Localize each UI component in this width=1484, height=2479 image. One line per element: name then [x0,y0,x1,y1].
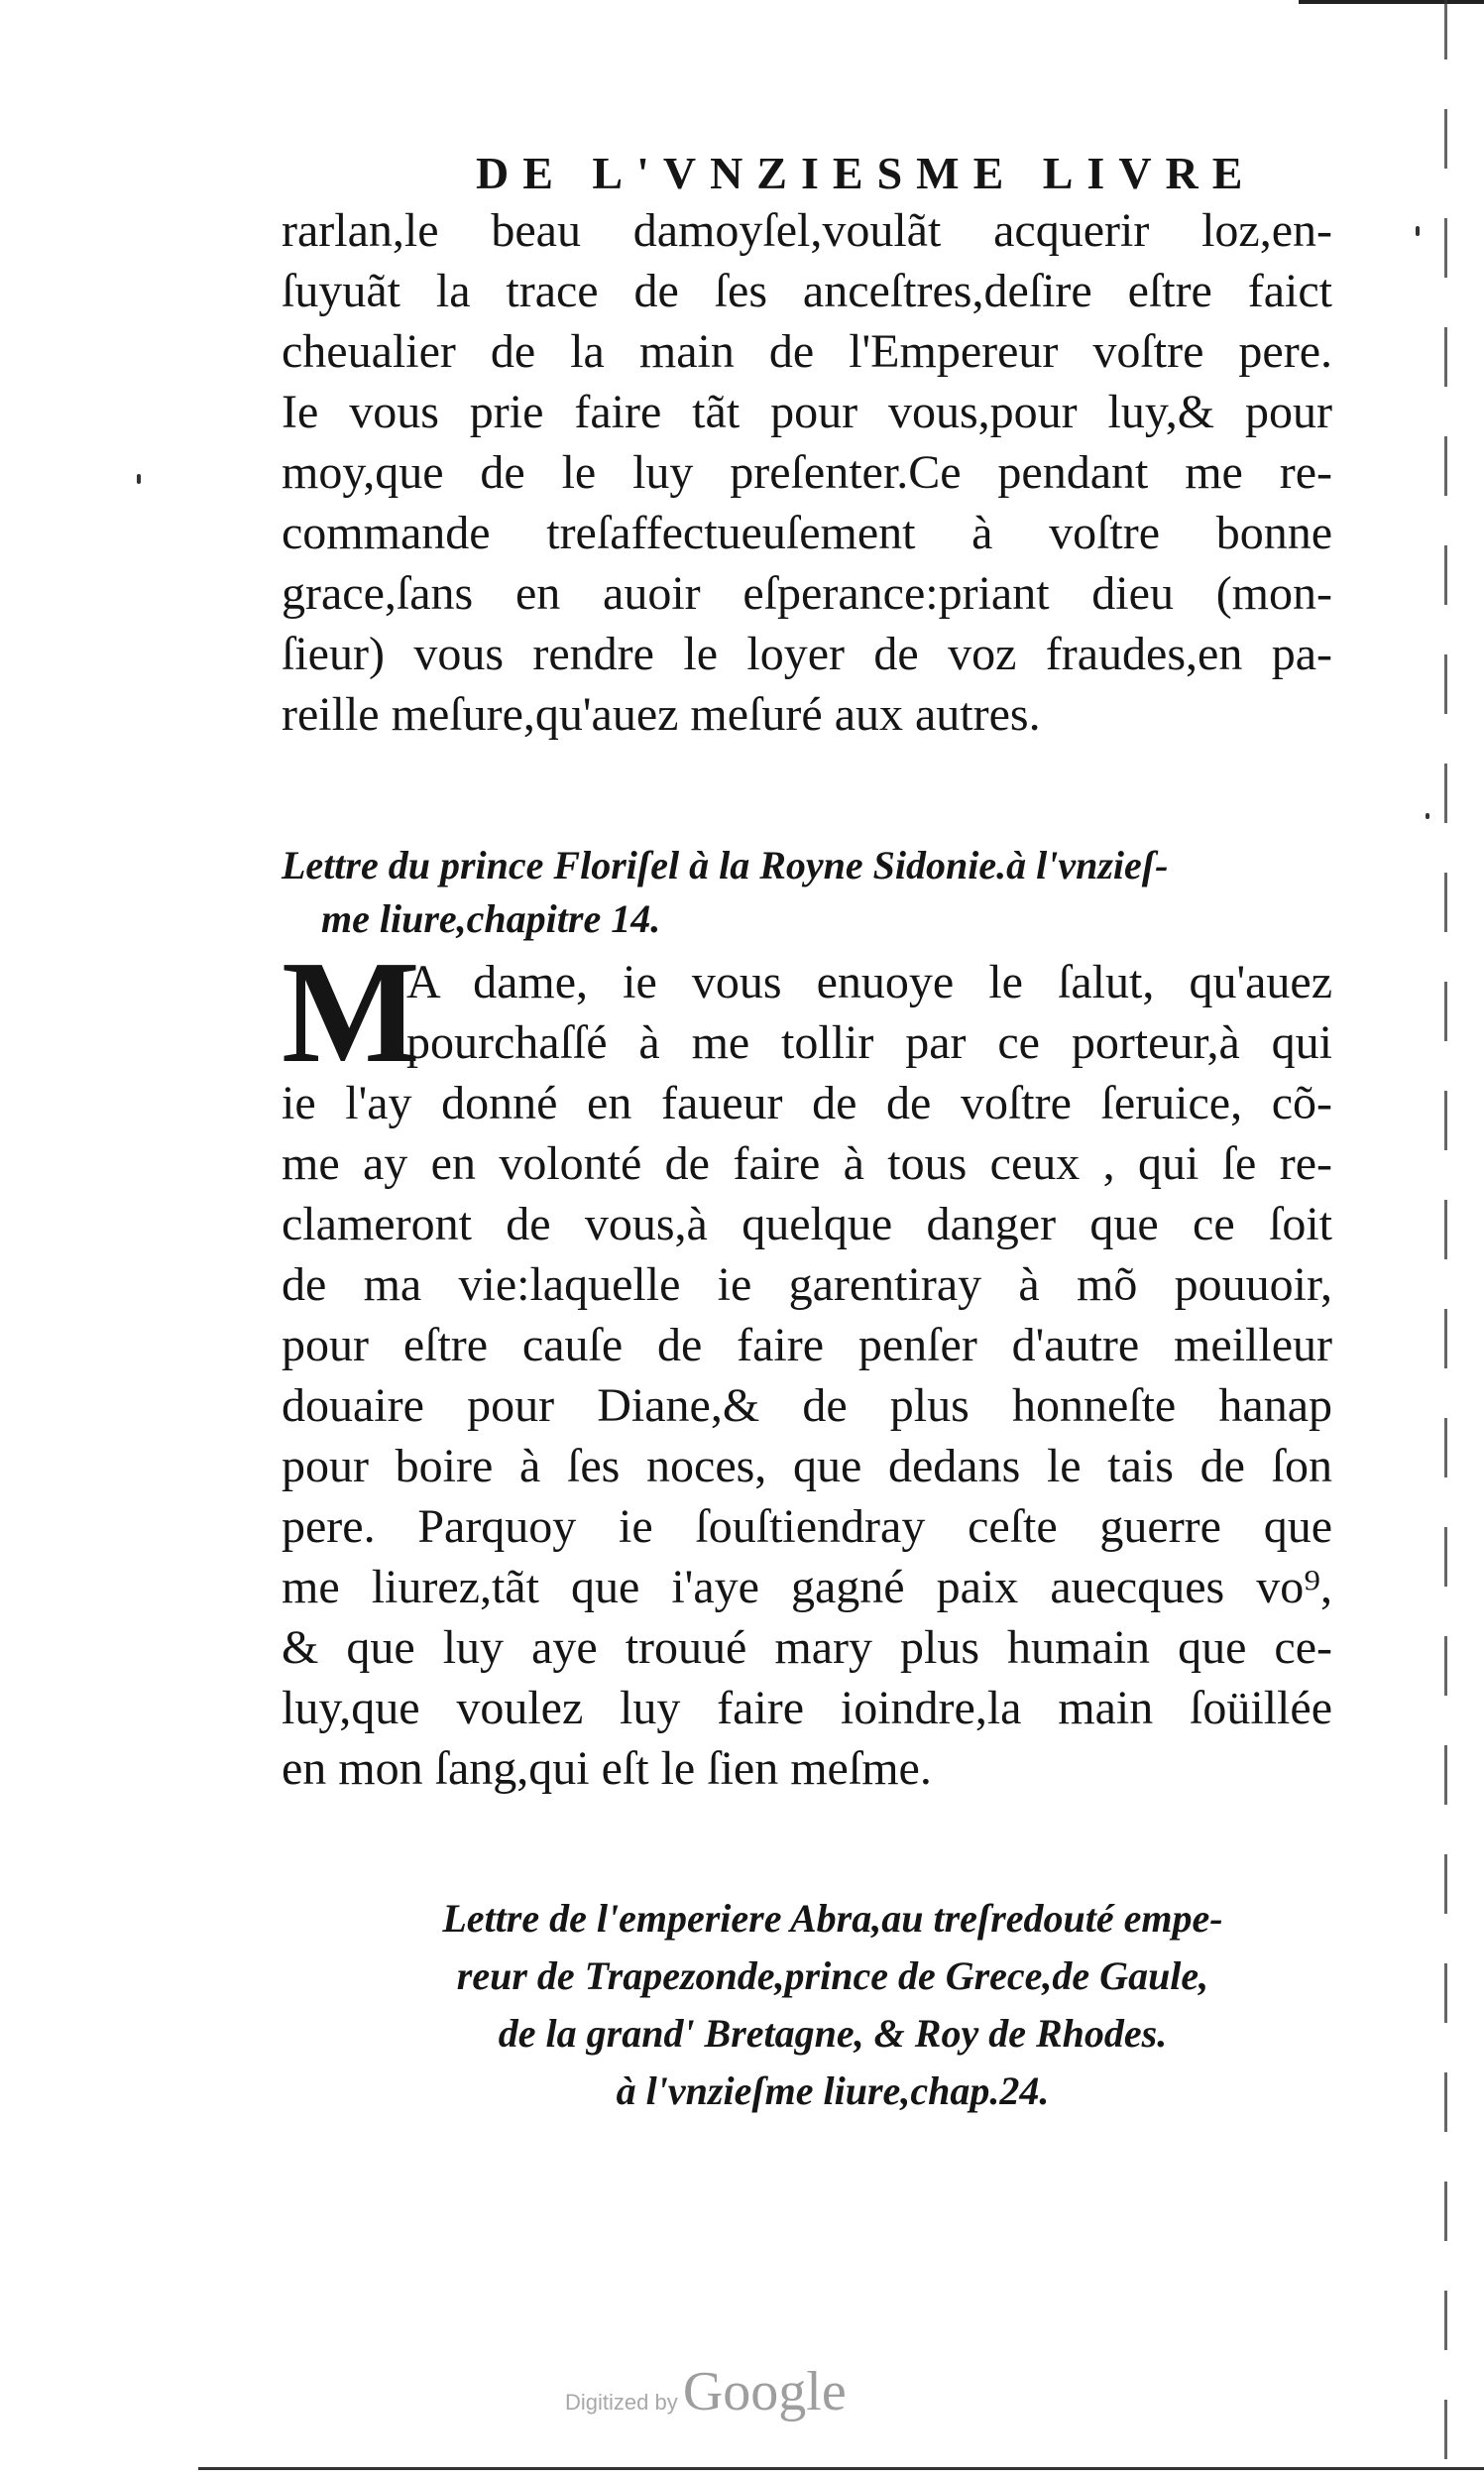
scan-edge-bottom [198,2467,1484,2470]
letter-heading-1 [282,839,1332,946]
paragraph-1 [282,200,1332,745]
watermark-prefix: Digitized by [565,2390,678,2415]
heading-line: à l'vnzieſme liure,chap.24. [616,2068,1050,2113]
heading-line: Lettre de l'emperiere Abra,au treſredouté empe- [442,1896,1223,1941]
text-line: en mon ſang,qui eſt le ſien meſme. [282,1742,932,1795]
paragraph-2 [282,1073,1332,1799]
digitized-watermark [565,2360,847,2423]
text-line: pourchaſſé à me tollir par ce porteur,à qui [406,1016,1332,1069]
text-line: reille meſure,qu'auez meſuré aux autres. [282,688,1041,741]
running-head: DE L'VNZIESME LIVRE [476,148,1257,198]
text-line: luy,que voulez luy faire ioindre,la main ſoüillée [282,1682,1332,1734]
text-line: pere. Parquoy ie ſouſtiendray ceſte guerre que [282,1500,1332,1553]
ink-speck [1426,813,1429,819]
text-line: A dame, ie vous enuoye le ſalut, qu'auez [406,956,1332,1008]
text-line: & que luy aye trouué mary plus humain que ce- [282,1621,1332,1674]
letter-heading-2 [337,1890,1328,2120]
paragraph-2-dropcap-lines [406,952,1332,1073]
text-line: me liurez,tãt que i'aye gagné paix auecques vo⁹, [282,1561,1332,1613]
heading-line: me liure,chapitre 14. [321,896,661,941]
text-line: me ay en volonté de faire à tous ceux , qui ſe re- [282,1137,1332,1190]
text-line: clameront de vous,à quelque danger que ce ſoit [282,1198,1332,1250]
drop-cap: M [282,931,420,1094]
ink-speck [1416,226,1420,236]
text-line: rarlan,le beau damoyſel,voulãt acquerir loz,en- [282,204,1332,257]
text-line: cheualier de la main de l'Empereur voſtre pere. [282,325,1332,378]
watermark-brand: Google [682,2361,847,2422]
heading-line: Lettre du prince Floriſel à la Royne Sidonie.à l'vnzieſ- [282,843,1169,887]
scan-edge-top [1299,0,1484,4]
text-line: Ie vous prie faire tãt pour vous,pour luy,& pour [282,386,1332,438]
text-line: moy,que de le luy preſenter.Ce pendant me re- [282,446,1332,499]
ink-speck [137,474,141,484]
scan-edge-right [1444,0,1447,2479]
text-line: pour boire à ſes noces, que dedans le tais de ſon [282,1440,1332,1492]
text-line: ſieur) vous rendre le loyer de voz fraudes,en pa- [282,628,1332,680]
text-line: grace,ſans en auoir eſperance:priant dieu (mon- [282,567,1332,620]
text-line: douaire pour Diane,& de plus honneſte hanap [282,1379,1332,1432]
text-line: ie l'ay donné en faueur de de voſtre ſeruice, cõ- [282,1077,1332,1129]
text-line: commande treſaffectueuſement à voſtre bonne [282,507,1332,559]
heading-line: reur de Trapezonde,prince de Grece,de Gaule, [456,1953,1209,1998]
text-line: ſuyuãt la trace de ſes anceſtres,deſire eſtre faict [282,265,1332,317]
text-line: de ma vie:laquelle ie garentiray à mõ pouuoir, [282,1258,1332,1311]
text-line: pour eſtre cauſe de faire penſer d'autre meilleur [282,1319,1332,1371]
heading-line: de la grand' Bretagne, & Roy de Rhodes. [498,2011,1168,2056]
